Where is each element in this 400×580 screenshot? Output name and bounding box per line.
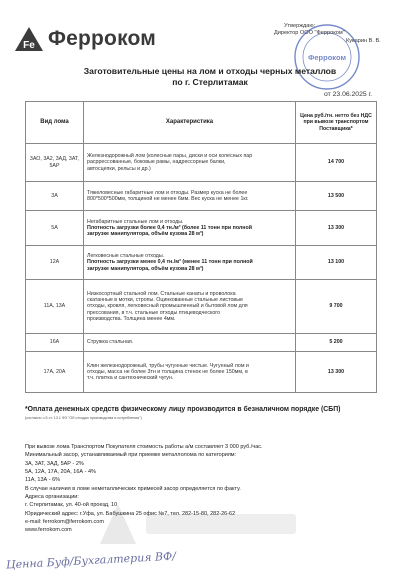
row-description xyxy=(84,182,296,211)
table-row xyxy=(26,352,377,393)
row-grade: 11А, 13А xyxy=(26,280,84,334)
description-line: 800*500*500мм, толщиной не менее 6мм. Вес куска не менее 1кг. xyxy=(87,196,249,202)
row-description xyxy=(84,211,296,246)
table-row xyxy=(26,182,377,211)
header-description: Характеристика xyxy=(84,102,296,144)
row-description xyxy=(84,246,296,280)
description-line: расpрессованные, боковые рамы, надрессорные балки, xyxy=(87,159,226,166)
info-line: 5А, 12А, 17А, 20А, 16А - 4% xyxy=(25,469,96,476)
brand-name: Ферроком xyxy=(48,27,157,50)
description-bold-line: загрузке манипулятора, объём кузова 28 м³) xyxy=(87,231,204,238)
description-bold-line: загрузке манипулятора, объём кузова 28 м³) xyxy=(87,265,204,272)
payment-footnote: *Оплата денежных средств физическому лицу производится в безналичном порядке (СБП) xyxy=(25,406,341,413)
row-price: 13 100 xyxy=(296,246,377,280)
info-line: При вывозе лома Транспортом Покупателя стоимость работы а/м составляет 3 000 руб./час. xyxy=(25,444,263,450)
table-row xyxy=(26,334,377,352)
description-line: Низкосортный стальной лом. Стальные канаты и проволока xyxy=(87,290,236,297)
info-line: 3А, 3АТ, 3АД, 5АР - 2% xyxy=(25,460,84,467)
row-description xyxy=(84,280,296,334)
row-description xyxy=(84,334,296,352)
stamp-text: Ферроком xyxy=(307,53,347,62)
description-line: Клин железнодорожный, трубы чугунные чистые. Чугунный лом и xyxy=(87,362,249,369)
description-bold-line: Плотность загрузки более 0,4 тн./м³ (более 11 тонн при полной xyxy=(87,224,252,231)
row-description xyxy=(84,352,296,393)
header-price-line-2: при вывозе транспортом xyxy=(303,119,369,126)
handwritten-signature: Ценна Буф/Бухгалтерия ВФ/ xyxy=(5,549,177,572)
company-logo xyxy=(14,26,156,52)
law-reference: (согласно ч.5 ст. 13.1 ФЗ "Об отходах производства и потребления") xyxy=(25,416,142,420)
price-table xyxy=(25,101,377,393)
table-row xyxy=(26,144,377,182)
row-price: 9 700 xyxy=(296,280,377,334)
description-line: прессования, в т.ч. стальные отходы птицеводческого xyxy=(87,309,221,316)
description-line: отходы, масса не более 3тн и толщина стенок не более 150мм, в xyxy=(87,368,248,375)
logo-badge-text: Fe xyxy=(23,40,35,51)
description-line: производства. Толщина менее 4мм. xyxy=(87,315,176,322)
row-price: 5 200 xyxy=(296,334,377,352)
description-line: отходы, кровля, легковесный промышленный и бытовой лом для xyxy=(87,303,248,310)
approval-line-3: Кукарин В. В. xyxy=(346,37,381,44)
row-grade: 12А xyxy=(26,246,84,280)
info-line: Юридический адрес: г.Уфа, ул. Бабушкина 25 офис №7, тел. 282-15-80, 282-26-62 xyxy=(25,510,236,517)
description-line: автосцепки, рельсы и др.) xyxy=(87,165,151,172)
info-line: г. Стерлитамак, ул. 40-ой проезд, 10 xyxy=(25,502,118,509)
row-grade: 17А, 20А xyxy=(26,352,84,393)
info-line: 11А, 13А - 6% xyxy=(25,477,61,484)
table-row xyxy=(26,280,377,334)
table-row xyxy=(26,211,377,246)
row-grade: 3А xyxy=(26,182,84,211)
info-line: www.ferrokom.com xyxy=(25,527,72,534)
header-price-line-3: Поставщика* xyxy=(319,125,353,132)
description-bold-line: Плотность загрузки менее 0,4 тн./м³ (менее 11 тонн при полной xyxy=(87,259,253,266)
row-description xyxy=(84,144,296,182)
approval-line-1: Утверждаю: xyxy=(284,23,316,29)
fe-logo-icon xyxy=(14,26,44,52)
description-line: т.ч. плитка и сантехнический чугун. xyxy=(87,375,174,382)
title-line-1: Заготовительные цены на лом и отходы черных металлов xyxy=(83,66,337,76)
header-price xyxy=(296,102,377,144)
description-line: Стружка стальная. xyxy=(87,339,134,346)
row-price: 13 300 xyxy=(296,352,377,393)
row-grade: 3АО, 3А2, 3АД, 3АТ, 5АР xyxy=(26,144,84,182)
description-line: Тяжеловесные габаритные лом и отходы. Размер куска не более xyxy=(87,189,248,196)
info-line: e-mail: ferrokom@ferrokom.com xyxy=(25,519,104,526)
table-row xyxy=(26,246,377,280)
approval-line-2: Директор ООО "Ферроком" xyxy=(274,30,345,37)
title-line-2: по г. Стерлитамак xyxy=(172,77,248,87)
table-header-row xyxy=(26,102,377,144)
info-line: Адреса организации: xyxy=(25,494,79,501)
header-price-line-1: Цена руб./тн. нетто без НДС xyxy=(300,112,372,119)
ferrokom-watermark-icon xyxy=(96,500,306,548)
description-line: Железнодорожный лом (колесные пары, диски и оси колесных пар xyxy=(87,153,253,160)
row-grade: 16А xyxy=(26,334,84,352)
info-line: В случае наличия в ломе неметаллических примесей засор определяется по факту. xyxy=(25,485,241,492)
approval-block xyxy=(262,23,396,45)
description-line: Негабаритные стальные лом и отходы. xyxy=(87,218,184,225)
info-line: Минимальный засор, устанавливаемый при приемке металлолома по категориям: xyxy=(25,452,237,459)
row-price: 13 500 xyxy=(296,182,377,211)
description-line: скатанные в мотки, стропы. Оцинкованные стальные листовые xyxy=(87,297,243,304)
page-title xyxy=(40,66,380,88)
price-date: от 23.06.2025 г. xyxy=(324,91,373,98)
row-price: 13 300 xyxy=(296,211,377,246)
row-grade: 5А xyxy=(26,211,84,246)
description-line: Легковесные стальные отходы. xyxy=(87,253,165,260)
header-grade: Вид лома xyxy=(26,102,84,144)
row-price: 14 700 xyxy=(296,144,377,182)
